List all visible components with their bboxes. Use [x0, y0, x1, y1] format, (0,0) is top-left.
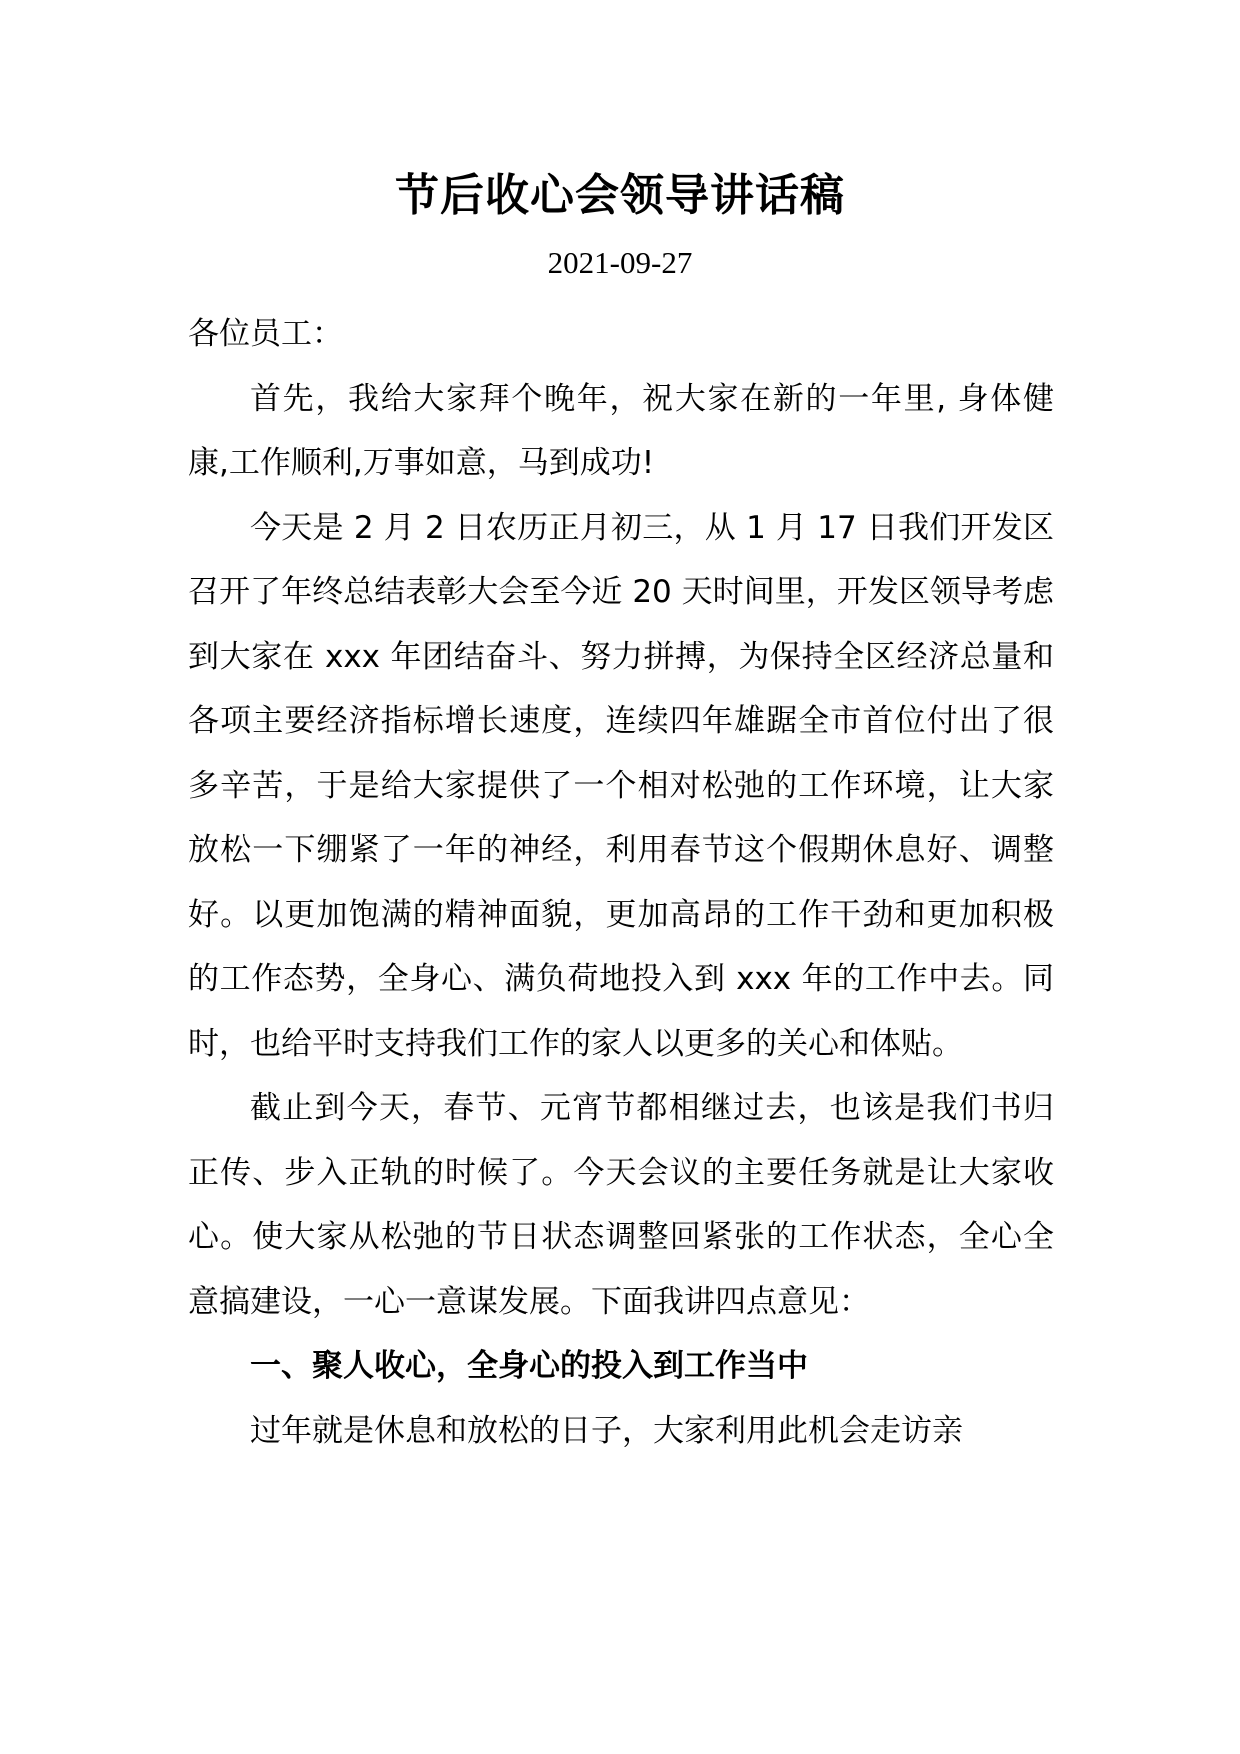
section-heading: 一、聚人收心，全身心的投入到工作当中: [250, 1348, 808, 1384]
paragraph-section-start: 过年就是休息和放松的日子，大家利用此机会走访亲: [250, 1412, 963, 1449]
document-date: 2021-09-27: [547, 245, 693, 280]
document-title: 节后收心会领导讲话稿: [395, 170, 845, 221]
paragraph-purpose: 截止到今天，春节、元宵节都相继过去，也该是我们书归正传、步入正轨的时候了。今天会议的主要任务就是让大家收心。使大家从松弛的节日状态调整回紧张的工作状态，全心全意搞建设，一心一意谋发展。下面我讲四点意见：: [188, 1090, 1054, 1320]
document-body: [188, 302, 1054, 1463]
paragraph-background: 今天是 2 月 2 日农历正月初三，从 1 月 17 日我们开发区召开了年终总结表彰大会至今近 20 天时间里，开发区领导考虑到大家在 xxx 年团结奋斗、努力拼搏，为保持全区经济总量和各项主要经济指标增长速度，连续四年雄踞全市首位付出了很多辛苦，于是给大家提供了一个相对松弛的工作环境，让大家放松一下绷紧了一年的神经，利用春节这个假期休息好、调整好。以更加饱满的精神面貌，更加高昂的工作干劲和更加积极的工作态势，全身心、满负荷地投入到 xxx 年的工作中去。同时，也给平时支持我们工作的家人以更多的关心和体贴。: [188, 509, 1054, 1062]
salutation: 各位员工：: [188, 316, 343, 352]
paragraph-greeting: 首先，我给大家拜个晚年，祝大家在新的一年里, 身体健康,工作顺利,万事如意，马到成功!: [188, 380, 1054, 481]
